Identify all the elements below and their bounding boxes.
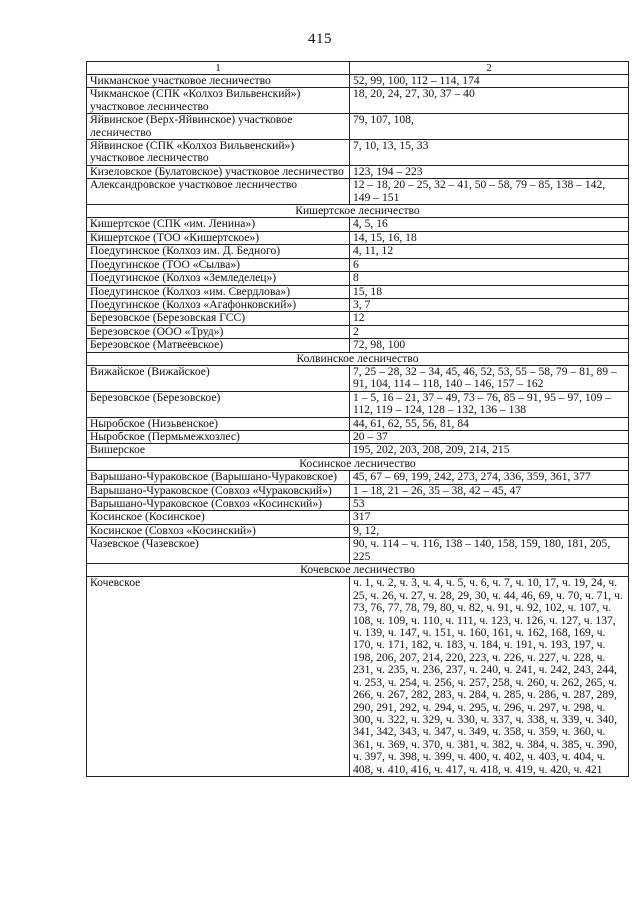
quarter-numbers-cell: 44, 61, 62, 55, 56, 81, 84 [350,417,629,430]
forestry-name-cell: Чазевское (Чазевское) [87,538,350,564]
table-row [87,75,629,88]
quarter-numbers-cell: 7, 10, 13, 15, 33 [350,140,629,166]
quarter-numbers-cell: 53 [350,498,629,511]
column-number-2: 2 [350,62,629,75]
table-row [87,165,629,178]
quarter-numbers-cell: 8 [350,272,629,285]
section-heading: Колвинское лесничество [87,352,629,365]
table-row [87,218,629,231]
section-heading-row [87,457,629,470]
table-row [87,365,629,391]
forestry-name-cell: Березовское (Березовская ГСС) [87,312,350,325]
table-row [87,140,629,166]
table-row [87,484,629,497]
forestry-name-cell: Кишертское (СПК «им. Ленина») [87,218,350,231]
forestry-name-cell: Кизеловское (Булатовское) участковое лесничество [87,165,350,178]
table-row [87,114,629,140]
table-row [87,339,629,352]
quarter-numbers-cell: 6 [350,258,629,271]
quarter-numbers-cell: 15, 18 [350,285,629,298]
forestry-name-cell: Варышано-Чураковское (Варышано-Чураковское) [87,471,350,484]
forestry-name-cell: Ныробское (Низьвенское) [87,417,350,430]
forestry-name-cell: Яйвинское (Верх-Яйвинское) участковое лесничество [87,114,350,140]
table-row [87,430,629,443]
section-heading-row [87,352,629,365]
quarter-numbers-cell: 9, 12, [350,524,629,537]
forestry-name-cell: Варышано-Чураковское (Совхоз «Косинский») [87,498,350,511]
forestry-name-cell: Александровское участковое лесничество [87,179,350,205]
quarter-numbers-cell: 20 – 37 [350,430,629,443]
quarter-numbers-cell: 2 [350,325,629,338]
table-row [87,417,629,430]
quarter-numbers-cell: 4, 5, 16 [350,218,629,231]
forestry-name-cell: Косинское (Косинское) [87,511,350,524]
table-body [87,62,629,777]
quarter-numbers-cell: 90, ч. 114 – ч. 116, 138 – 140, 158, 159, 180, 181, 205, 225 [350,538,629,564]
forestry-name-cell: Чикманское (СПК «Колхоз Вильвенский») участковое лесничество [87,88,350,114]
page-number: 415 [308,31,332,47]
forestry-name-cell: Поедугинское (Колхоз «Агафонковский») [87,298,350,311]
table-row [87,298,629,311]
quarter-numbers-cell: 4, 11, 12 [350,245,629,258]
forestry-name-cell: Поедугинское (Колхоз «Земледелец») [87,272,350,285]
quarter-numbers-cell: 7, 25 – 28, 32 – 34, 45, 46, 52, 53, 55 – 58, 79 – 81, 89 – 91, 104, 114 – 118, 140 – 146, 157 – 162 [350,365,629,391]
quarter-numbers-cell: 45, 67 – 69, 199, 242, 273, 274, 336, 359, 361, 377 [350,471,629,484]
forestry-name-cell: Березовское (Матвеевское) [87,339,350,352]
forestry-name-cell: Чикманское участковое лесничество [87,75,350,88]
forestry-name-cell: Варышано-Чураковское (Совхоз «Чураковский») [87,484,350,497]
forestry-name-cell: Поедугинское (ТОО «Сылва») [87,258,350,271]
forestry-name-cell: Яйвинское (СПК «Колхоз Вильвенский») участковое лесничество [87,140,350,166]
quarter-numbers-cell: 18, 20, 24, 27, 30, 37 – 40 [350,88,629,114]
table-row [87,179,629,205]
quarter-numbers-cell: 123, 194 – 223 [350,165,629,178]
table-row [87,272,629,285]
forestry-name-cell: Березовское (ООО «Труд») [87,325,350,338]
quarter-numbers-cell: 317 [350,511,629,524]
table-row [87,325,629,338]
quarter-numbers-cell: 12 – 18, 20 – 25, 32 – 41, 50 – 58, 79 – 85, 138 – 142, 149 – 151 [350,179,629,205]
quarter-numbers-cell: 72, 98, 100 [350,339,629,352]
table-row [87,538,629,564]
quarter-numbers-cell: 12 [350,312,629,325]
section-heading: Косинское лесничество [87,457,629,470]
forestry-name-cell: Вижайское (Вижайское) [87,365,350,391]
quarter-numbers-cell: 3, 7 [350,298,629,311]
table-row [87,285,629,298]
forestry-name-cell: Кишертское (ТОО «Кишертское») [87,231,350,244]
table-row [87,245,629,258]
table-row [87,524,629,537]
quarter-numbers-cell: 14, 15, 16, 18 [350,231,629,244]
forestry-name-cell: Березовское (Березовское) [87,391,350,417]
quarter-numbers-cell: 79, 107, 108, [350,114,629,140]
table-row [87,577,629,777]
forestry-name-cell: Кочевское [87,577,350,777]
table-row [87,231,629,244]
section-heading-row [87,205,629,218]
table-row [87,511,629,524]
table-row [87,498,629,511]
table-row [87,471,629,484]
table-row [87,444,629,457]
section-heading: Кочевское лесничество [87,564,629,577]
quarter-numbers-cell: 52, 99, 100, 112 – 114, 174 [350,75,629,88]
section-heading-row [87,564,629,577]
forestry-name-cell: Ныробское (Пермьмежхозлес) [87,430,350,443]
table-row [87,312,629,325]
forestry-name-cell: Косинское (Совхоз «Косинский») [87,524,350,537]
column-number-1: 1 [87,62,350,75]
table-row [87,391,629,417]
quarter-numbers-cell: ч. 1, ч. 2, ч. 3, ч. 4, ч. 5, ч. 6, ч. 7, ч. 10, 17, ч. 19, 24, ч. 25, ч. 26, ч. 27, ч. 28, 29, 30, ч. 44, 46, 69, ч. 70, ч. 71, ч. 73, 76, 77, 78, 79, 80, ч. 82, ч. 91, ч. 92, 102, ч. 107, ч. 108, ч. 109, ч. 110, ч. 111, ч. 123, ч. 126, ч. 127, ч. 137, ч. 139, ч. 147, ч. 151, ч. 160, 161, ч. 162, 168, 169, ч. 170, ч. 171, 182, ч. 183, ч. 184, ч. 191, ч. 193, 197, ч. 198, 206, 207, 214, 220, 223, ч. 226, ч. 227, ч. 228, ч. 231, ч. 235, ч. 236, 237, ч. 240, ч. 241, ч. 242, 243, 244, ч. 253, ч. 254, ч. 256, ч. 257, 258, ч. 260, ч. 262, 265, ч. 266, ч. 267, 282, 283, ч. 284, ч. 285, ч. 286, ч. 287, 289, 290, 291, 292, ч. 294, ч. 295, ч. 296, ч. 297, ч. 298, ч. 300, ч. 322, ч. 329, ч. 330, ч. 337, ч. 338, ч. 339, ч. 340, 341, 342, 343, ч. 347, ч. 349, ч. 358, ч. 359, ч. 360, ч. 361, ч. 369, ч. 370, ч. 381, ч. 382, ч. 384, ч. 385, ч. 390, ч. 397, ч. 398, ч. 399, ч. 400, ч. 402, ч. 403, ч. 404, ч. 408, ч. 410, 416, ч. 417, ч. 418, ч. 419, ч. 420, ч. 421 [350,577,629,777]
quarter-numbers-cell: 1 – 18, 21 – 26, 35 – 38, 42 – 45, 47 [350,484,629,497]
forestry-name-cell: Вишерское [87,444,350,457]
forestry-name-cell: Поедугинское (Колхоз им. Д. Бедного) [87,245,350,258]
quarter-numbers-cell: 1 – 5, 16 – 21, 37 – 49, 73 – 76, 85 – 91, 95 – 97, 109 – 112, 119 – 124, 128 – 132, 136 – 138 [350,391,629,417]
forestry-name-cell: Поедугинское (Колхоз «им. Свердлова») [87,285,350,298]
table-row [87,88,629,114]
table-row [87,258,629,271]
column-number-row [87,62,629,75]
section-heading: Кишертское лесничество [87,205,629,218]
quarter-numbers-cell: 195, 202, 203, 208, 209, 214, 215 [350,444,629,457]
forestry-quarters-table [86,61,629,777]
